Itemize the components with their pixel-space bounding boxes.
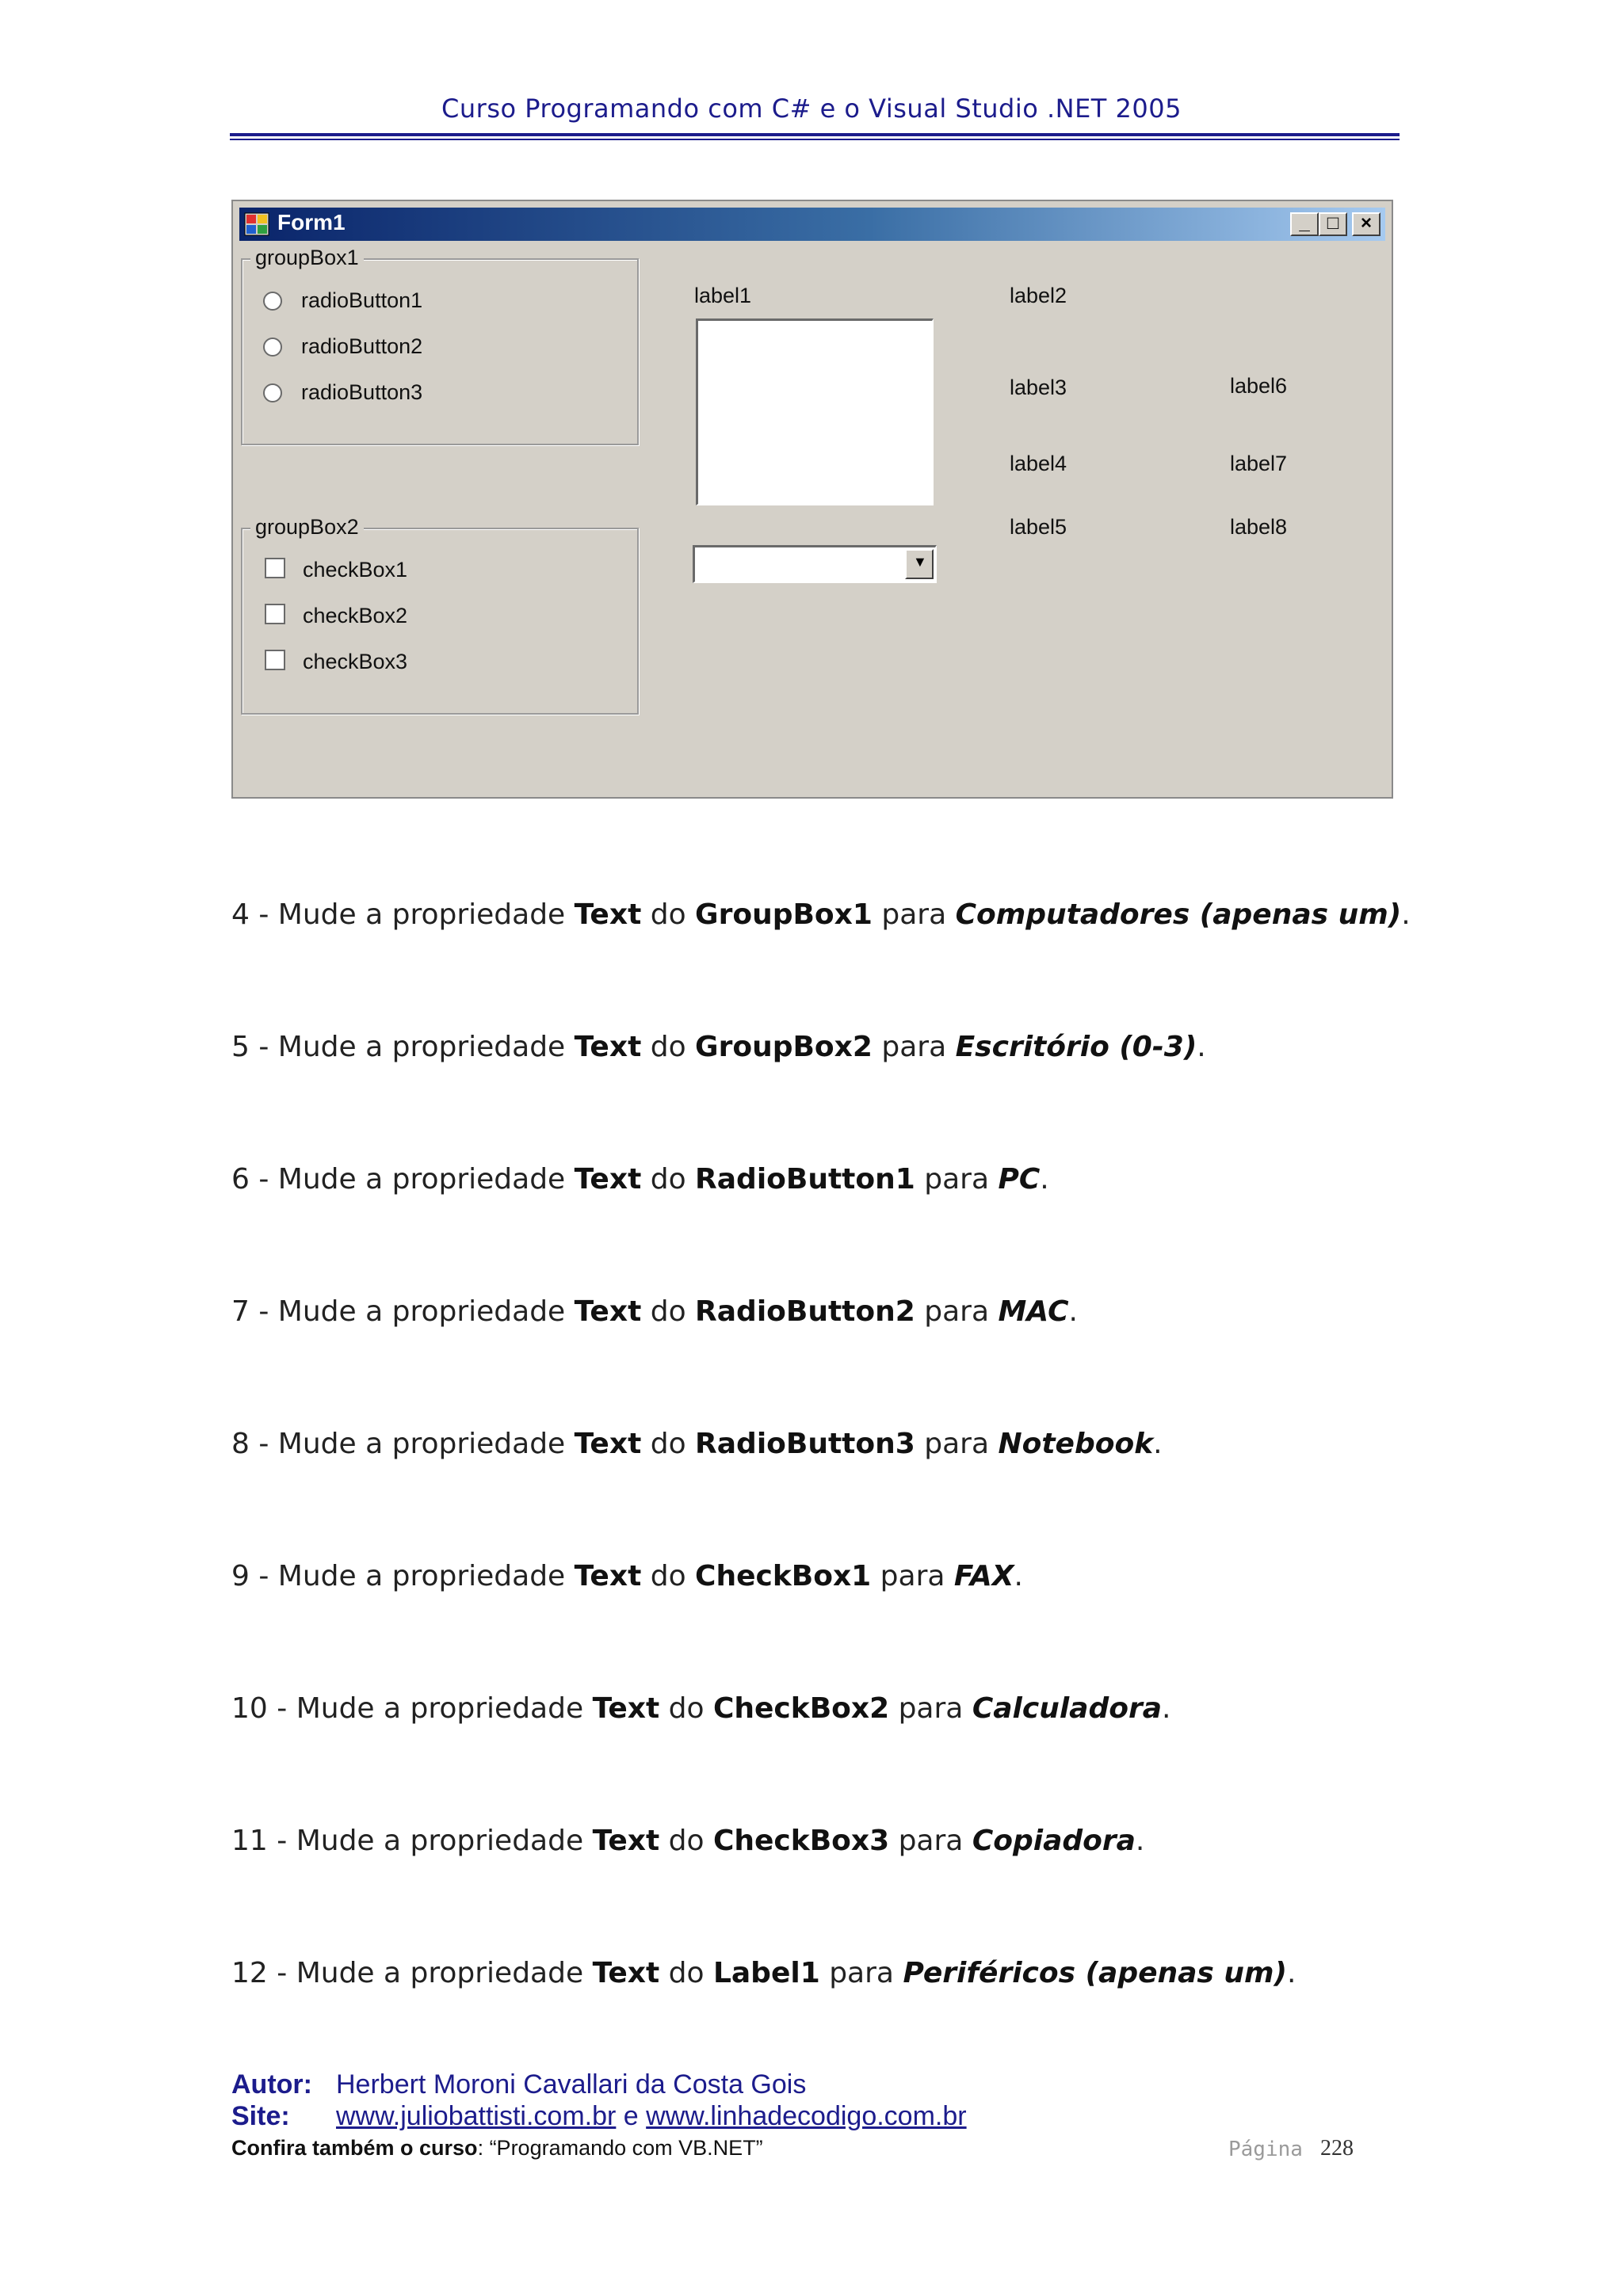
step-period: . [1068, 1295, 1078, 1328]
footer-course-name: : “Programando com VB.NET” [477, 2136, 763, 2160]
app-icon [244, 212, 269, 236]
footer-site-label: Site: [231, 2101, 290, 2131]
footer-course-label: Confira também o curso [231, 2136, 478, 2160]
step-number: 6 [231, 1163, 250, 1196]
step-text: do [641, 1560, 696, 1592]
instruction-step [231, 1295, 1078, 1328]
step-text: do [659, 1957, 713, 1989]
step-period: . [1197, 1031, 1206, 1063]
radio-button-3[interactable] [263, 383, 282, 402]
step-period: . [1040, 1163, 1049, 1196]
step-text: do [659, 1825, 713, 1857]
checkbox-3[interactable] [265, 650, 285, 670]
step-target: GroupBox1 [695, 898, 873, 931]
page-number: 228 [1320, 2136, 1354, 2161]
step-text: para [871, 1560, 954, 1592]
step-value: Calculadora [972, 1692, 1163, 1725]
step-text: para [872, 1031, 956, 1063]
step-value: MAC [998, 1295, 1069, 1328]
label3: label3 [1010, 376, 1067, 399]
checkbox-2[interactable] [265, 604, 285, 624]
step-number: 7 [231, 1295, 250, 1328]
step-text: do [641, 1031, 696, 1063]
step-property: Text [574, 1031, 642, 1063]
step-property: Text [592, 1692, 660, 1725]
step-text: para [889, 1825, 972, 1857]
combobox[interactable] [693, 545, 937, 583]
header-rule-bottom [230, 139, 1400, 140]
step-property: Text [574, 1560, 642, 1592]
footer-author-label: Autor: [231, 2069, 312, 2100]
step-property: Text [592, 1957, 660, 1989]
checkbox-2-label: checkBox2 [303, 604, 408, 627]
step-value: Computadores (apenas um) [955, 898, 1402, 931]
radio-button-3-label: radioButton3 [301, 380, 423, 404]
listbox[interactable] [696, 318, 934, 505]
step-number: 4 [231, 898, 250, 931]
instruction-step [231, 1428, 1163, 1460]
step-text: - Mude a propriedade [267, 1957, 593, 1989]
step-target: RadioButton3 [695, 1428, 915, 1460]
step-period: . [1153, 1428, 1163, 1460]
step-text: para [915, 1295, 999, 1328]
close-button[interactable]: × [1352, 212, 1381, 236]
step-text: do [641, 1163, 696, 1196]
page-label: Página [1228, 2138, 1303, 2161]
step-period: . [1014, 1560, 1023, 1592]
step-text: para [889, 1692, 972, 1725]
step-target: GroupBox2 [695, 1031, 873, 1063]
instruction-step [231, 1031, 1206, 1063]
step-value: Periféricos (apenas um) [903, 1957, 1287, 1989]
maximize-button[interactable]: □ [1319, 212, 1347, 236]
minimize-button[interactable]: _ [1290, 212, 1319, 236]
step-text: - Mude a propriedade [267, 1692, 593, 1725]
page-header-title: Curso Programando com C# e o Visual Studio .NET 2005 [441, 93, 1182, 124]
footer-author: Herbert Moroni Cavallari da Costa Gois [336, 2069, 807, 2100]
step-property: Text [574, 1295, 642, 1328]
instruction-step [231, 1957, 1296, 1989]
step-target: RadioButton1 [695, 1163, 915, 1196]
step-period: . [1286, 1957, 1296, 1989]
step-period: . [1401, 898, 1411, 931]
form-title: Form1 [277, 210, 346, 235]
step-value: FAX [953, 1560, 1014, 1592]
step-property: Text [592, 1825, 660, 1857]
step-text: para [915, 1428, 999, 1460]
step-value: Notebook [998, 1428, 1154, 1460]
groupbox2 [241, 528, 639, 715]
radio-button-1-label: radioButton1 [301, 288, 423, 312]
step-value: PC [998, 1163, 1041, 1196]
site-link-1[interactable]: www.juliobattisti.com.br [336, 2101, 617, 2131]
instruction-step [231, 1560, 1023, 1592]
step-property: Text [574, 1163, 642, 1196]
step-text: - Mude a propriedade [267, 1825, 593, 1857]
form1-window [231, 200, 1393, 799]
step-target: CheckBox3 [712, 1825, 890, 1857]
label6: label6 [1230, 374, 1288, 398]
step-number: 9 [231, 1560, 250, 1592]
footer-sites [336, 2101, 967, 2132]
step-text: para [872, 898, 956, 931]
step-text: - Mude a propriedade [249, 898, 575, 931]
checkbox-1-label: checkBox1 [303, 558, 408, 582]
instruction-step [231, 898, 1411, 931]
step-text: - Mude a propriedade [249, 1295, 575, 1328]
label2: label2 [1010, 284, 1067, 307]
step-period: . [1135, 1825, 1145, 1857]
footer-course [231, 2136, 763, 2161]
step-number: 8 [231, 1428, 250, 1460]
step-text: do [659, 1692, 713, 1725]
checkbox-3-label: checkBox3 [303, 650, 408, 673]
step-text: - Mude a propriedade [249, 1163, 575, 1196]
chevron-down-icon[interactable] [905, 549, 934, 579]
radio-button-2-label: radioButton2 [301, 334, 423, 358]
label1: label1 [694, 284, 752, 307]
radio-button-1[interactable] [263, 292, 282, 311]
step-number: 5 [231, 1031, 250, 1063]
instruction-step [231, 1163, 1049, 1196]
step-text: - Mude a propriedade [249, 1031, 575, 1063]
groupbox1-legend: groupBox1 [250, 246, 364, 270]
step-property: Text [574, 1428, 642, 1460]
site-link-2[interactable]: www.linhadecodigo.com.br [646, 2101, 967, 2131]
label4: label4 [1010, 452, 1067, 475]
step-value: Escritório (0-3) [955, 1031, 1197, 1063]
step-text: do [641, 1428, 696, 1460]
step-target: RadioButton2 [695, 1295, 915, 1328]
step-number: 10 [231, 1692, 268, 1725]
radio-button-2[interactable] [263, 338, 282, 357]
site-and: e [616, 2101, 647, 2131]
step-text: do [641, 1295, 696, 1328]
step-text: para [819, 1957, 903, 1989]
label7: label7 [1230, 452, 1288, 475]
instruction-step [231, 1825, 1144, 1857]
step-period: . [1162, 1692, 1171, 1725]
step-text: - Mude a propriedade [249, 1428, 575, 1460]
header-rule-top [230, 133, 1400, 136]
step-value: Copiadora [972, 1825, 1136, 1857]
step-target: CheckBox1 [695, 1560, 872, 1592]
step-text: - Mude a propriedade [249, 1560, 575, 1592]
label8: label8 [1230, 515, 1288, 539]
step-target: CheckBox2 [712, 1692, 890, 1725]
step-text: do [641, 898, 696, 931]
step-text: para [915, 1163, 999, 1196]
checkbox-1[interactable] [265, 558, 285, 578]
label5: label5 [1010, 515, 1067, 539]
step-property: Text [574, 898, 642, 931]
groupbox2-legend: groupBox2 [250, 515, 364, 540]
step-number: 12 [231, 1957, 268, 1989]
combo-arrow-glyph: ▼ [913, 554, 927, 570]
instruction-step [231, 1692, 1170, 1725]
footer [231, 2069, 1401, 2172]
form-titlebar[interactable] [239, 208, 1385, 241]
step-target: Label1 [712, 1957, 820, 1989]
step-number: 11 [231, 1825, 268, 1857]
